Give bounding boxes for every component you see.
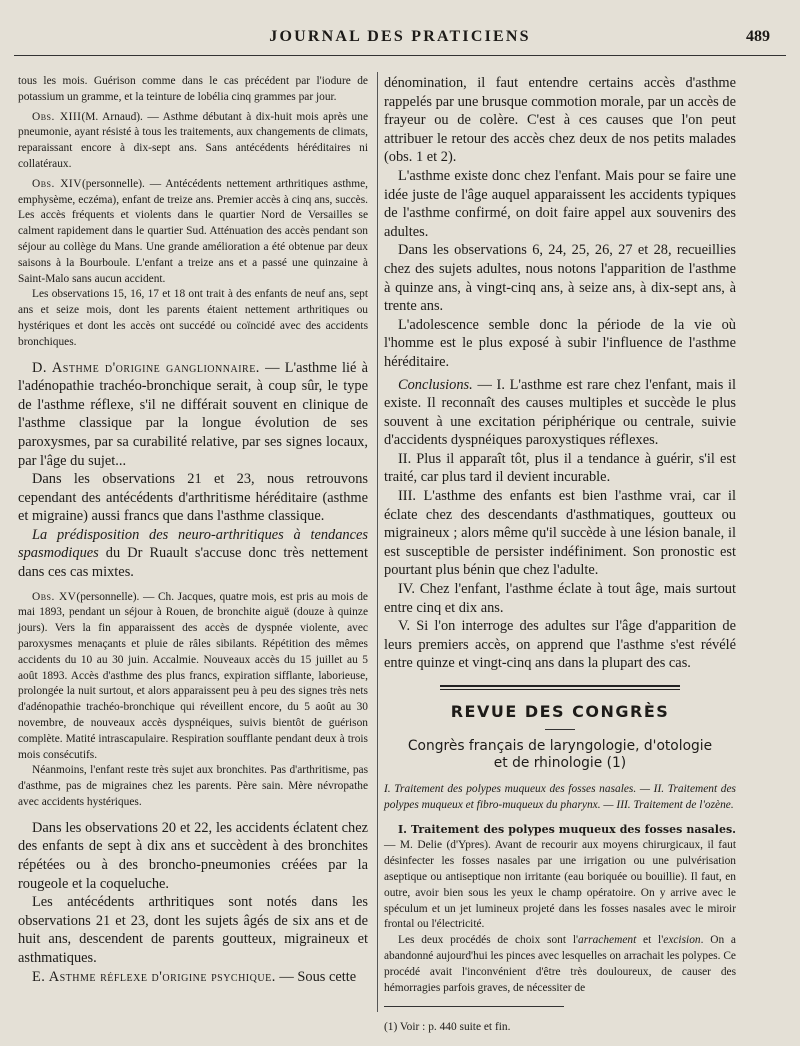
conclusions-5: V. Si l'on interroge des adultes sur l'âge d'apparition de leurs premiers accès, on apprend que l'asthme s'est révélé entre quinze et vingt-cinq ans dans la plupart des cas.	[384, 618, 736, 672]
article-heading: I. Traitement des polypes muqueux des fosses nasales.	[398, 822, 736, 836]
conclusions-3: III. L'asthme des enfants est bien l'asthme vrai, car il éclate chez des descendants d'asthmatiques, goutteux ou migraineux ; alors même qu'il succède à une lésion banale, il est susceptible de persister indéfiniment. Son pronostic est pourtant plus bénin que chez l'adulte.	[384, 488, 736, 579]
column-divider	[377, 72, 378, 1012]
section-d	[18, 359, 368, 471]
paragraph-observations-15-18: Les observations 15, 16, 17 et 18 ont trait à des enfants de neuf ans, sept ans et seize mois, dont les parents étaient nettement arthritiques ou hystériques et dont les accès ont succédé ou coïncidé avec des accidents bronchiques.	[18, 288, 368, 348]
footnote-rule	[384, 1006, 564, 1007]
obs-text: (personnelle). — Ch. Jacques, quatre mois, est pris au mois de mai 1893, pendant un séjour à Rouen, de bronchite aiguë (douze à quinze jours). Vers la fin apparaissent des accès de dyspnée violente, avec paroxysmes menaçants et pluie de râles sibilants. Répétition des mêmes accidents du 10 au 30 juin. Accalmie. Nouveaux accès du 15 juillet au 5 août 1893. Accès d'asthme des plus francs, expiration sifflante, laborieuse, prolongée la nuit surtout, et alors apparaissent peu à peu des signes très nets d'adénopathie trachéo-bronchique qui réveillent encore, du 5 août au 30 novembre, de nouveaux accès dyspnéiques, suivis bientôt de guérison complète. Matité intrascapulaire. Respiration soufflante pendant deux à trois mois consécutifs.	[18, 590, 368, 761]
conclusions-2: II. Plus il apparaît tôt, plus il a tendance à guérir, s'il est traité, car plus tard il devient incurable.	[384, 450, 736, 486]
paragraph-asthme-enfant: L'asthme existe donc chez l'enfant. Mais pour se faire une idée juste de l'âge auquel apparaissent les accidents typiques de l'asthme confirmé, on doit faire appel aux souvenirs des adultes.	[384, 167, 736, 240]
procedes-term-1: arrachement	[578, 934, 637, 947]
page-number: 489	[746, 28, 770, 45]
article-text: (d'Ypres). Avant de recourir aux moyens chirurgicaux, il faut désinfecter les fosses nasales par une irrigation ou une pulvérisation aseptique ou antiseptique non irritante (eau boriquée ou bouillie). Il faut, en outre, avoir bien sous les yeux le champ opératoire. On y arrive avec le spéculum et un jet lumineux projeté dans les fosses nasales avec le miroir frontal ou l'électricité.	[384, 839, 737, 931]
paragraph-procedes	[384, 933, 736, 996]
running-head	[20, 28, 780, 50]
obs-text: (M. Arnaud). — Asthme débutant à dix-huit mois après une pneumonie, ayant résisté à tous les traitements, aux changements de climats, reparaissant encore à dix-sept ans. Sans antécédents héréditaires ni collatéraux.	[18, 110, 369, 170]
congress-title-line-2: et de rhinologie (1)	[493, 755, 627, 771]
paragraph-continuation: tous les mois. Guérison comme dans le cas précédent par l'iodure de potassium un gramme, et la teinture de lobélia cinq grammes par jour.	[18, 75, 368, 103]
congress-title	[384, 738, 736, 772]
ruault-quote: La prédisposition des neuro-arthritiques à tendances spasmodiques	[18, 526, 368, 562]
paragraph-antecedents: Les antécédents arthritiques sont notés dans les observations 21 et 23, dont les sujets âgés de six ans et de huit ans, descendent de parents goutteux, migraineux et asthmatiques.	[18, 894, 368, 966]
paragraph-adolescence: L'adolescence semble donc la période de la vie où l'homme est le plus exposé à subir l'influence de l'asthme héréditaire.	[384, 316, 736, 370]
conclusions-text: — I. L'asthme est rare chez l'enfant, mais il existe. Il reconnaît des causes multiples et succède le plus souvent à une excitation périphérique ou centrale, suivie d'accidents dyspnéiques paroxystiques réflexes.	[384, 376, 736, 449]
observation-14	[18, 177, 368, 288]
journal-title: JOURNAL DES PRATICIENS	[269, 28, 531, 45]
paragraph-observations-20-22: Dans les observations 20 et 22, les accidents éclatent chez des enfants de sept à dix ans et succèdent à des bronchites répétées ou à des broncho-pneumonies créées par la rougeole et la coqueluche.	[18, 819, 368, 892]
section-e-heading: E. Asthme réflexe d'origine psychique.	[32, 968, 276, 985]
article-author: — M. Delie	[384, 839, 443, 852]
paragraph-ruault	[18, 526, 368, 582]
section-d-heading: D. Asthme d'origine ganglionnaire.	[32, 359, 260, 376]
left-column	[18, 74, 368, 986]
section-e-text: — Sous cette	[275, 968, 357, 985]
congress-article	[384, 822, 736, 934]
paragraph-continuation: dénomination, il faut entendre certains accès d'asthme rappelés par une brusque commotion morale, par un accès de frayeur ou de colère. C'est à ces causes que l'on peut attribuer le retour des accès chez deux de nos petits malades (obs. 1 et 2).	[384, 75, 736, 166]
procedes-text-a: Les deux procédés de choix sont l'	[398, 934, 579, 947]
obs-label: Obs. XIV	[32, 177, 82, 190]
header-rule	[14, 55, 786, 56]
section-title: REVUE DES CONGRÈS	[450, 702, 670, 721]
observation-13	[18, 110, 368, 173]
obs-label: Obs. XV	[32, 590, 77, 603]
procedes-text-c: . On a abandonné aujourd'hui les pinces avec lesquelles on arrachait les polypes. Ce procédé avait l'inconvénient d'être très douloureux, de causer des hémorragies parfois graves, de nécessiter de	[384, 934, 736, 994]
ruault-text: du Dr Ruault s'accuse donc très nettement dans ces cas mixtes.	[18, 545, 368, 581]
right-column	[384, 74, 736, 1033]
section-divider	[440, 685, 680, 690]
procedes-term-2: excision	[663, 934, 701, 947]
title-ornament-rule	[545, 729, 575, 730]
paragraph-observations-21-23: Dans les observations 21 et 23, nous retrouvons cependant des antécédents d'arthritisme héréditaire (asthme et migraine) aussi francs que dans l'asthme classique.	[18, 471, 368, 525]
conclusions-4: IV. Chez l'enfant, l'asthme éclate à tout âge, mais surtout entre cinq et dix ans.	[384, 581, 736, 616]
conclusions-heading: Conclusions.	[398, 376, 473, 393]
obs-text: (personnelle). — Antécédents nettement arthritiques asthme, emphysème, eczéma), enfant de treize ans. Premier accès à cinq ans, succès. Les accès fréquents et violents dans le quartier Nord de Versailles se calment rapidement dans le quartier Sud. Atténuation des accès pendant son séjour au collège du Mans. Une grande amélioration a été obtenue par deux saisons à la Bourboule. L'enfant a treize ans et a passé une quinzaine à Saint-Malo sans aucun accident.	[18, 177, 368, 285]
section-d-text: — L'asthme lié à l'adénopathie trachéo-bronchique serait, à coup sûr, le type de l'asthme réflexe, s'il ne différait souvent en clinique de l'asthme classique par la longue évolution de ses paroxysmes, par sa curabilité relative, par ses signes locaux, par l'âge du sujet...	[18, 359, 368, 469]
congress-contents: I. Traitement des polypes muqueux des fosses nasales. — II. Traitement des polypes muqueux et fibro-muqueux du pharynx. — III. Traitement de l'ozène.	[384, 783, 736, 811]
obs-label: Obs. XIII	[32, 110, 82, 123]
observation-15-followup: Néanmoins, l'enfant reste très sujet aux bronchites. Pas d'arthritisme, pas d'asthme, pas de migraines chez les parents. Père sain. Mère névropathe avec accidents hystériques.	[18, 764, 368, 809]
observation-15	[18, 590, 368, 764]
procedes-text-b: et l'	[636, 934, 664, 947]
section-e	[18, 968, 368, 987]
conclusions-1	[384, 376, 736, 450]
paragraph-observations-adultes: Dans les observations 6, 24, 25, 26, 27 et 28, recueillies chez des sujets adultes, nous notons l'apparition de l'asthme à quinze ans, à vingt-cinq ans, à seize ans, à dix-sept ans, à trente ans.	[384, 242, 736, 315]
congress-title-line-1: Congrès français de laryngologie, d'otologie	[407, 738, 713, 754]
footnote: (1) Voir : p. 440 suite et fin.	[384, 1021, 511, 1034]
